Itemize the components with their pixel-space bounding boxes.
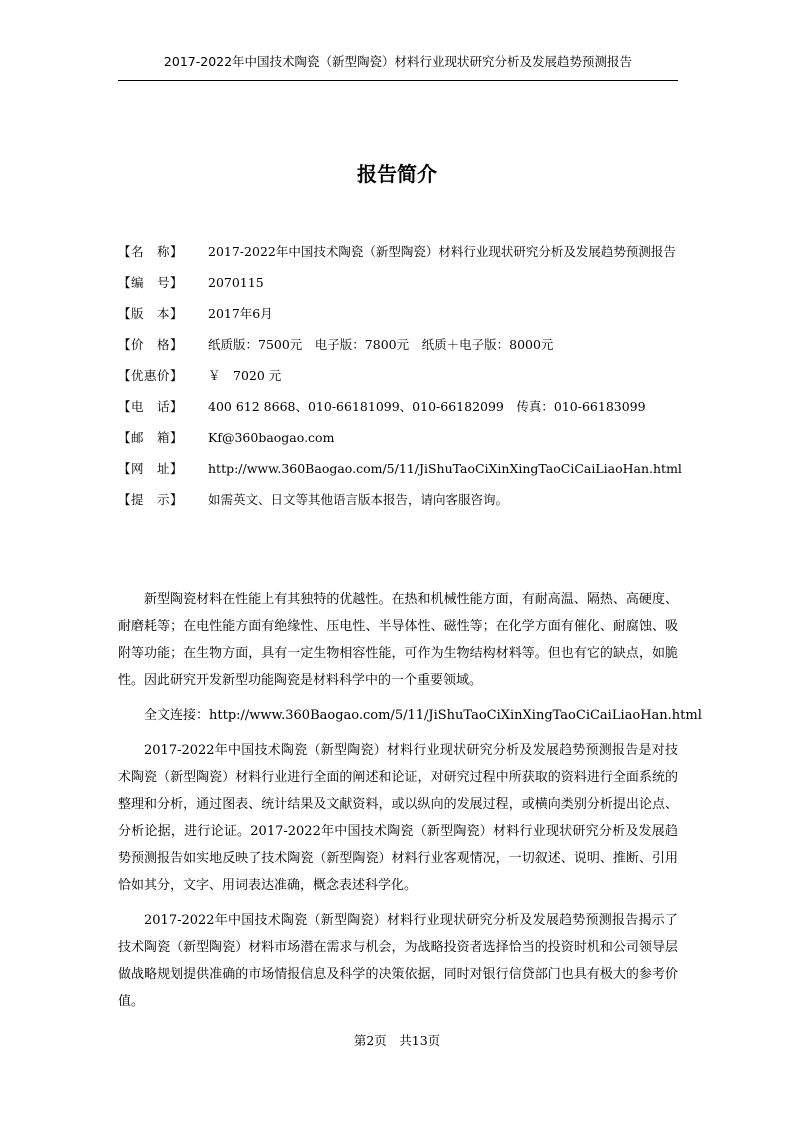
info-label: 【编 号】 xyxy=(118,275,184,290)
info-label: 【价 格】 xyxy=(118,337,184,352)
info-value: 2017-2022年中国技术陶瓷（新型陶瓷）材料行业现状研究分析及发展趋势预测报告 xyxy=(208,244,676,259)
page-title: 报告简介 xyxy=(357,162,437,186)
full-text-link[interactable]: 全文连接：http://www.360Baogao.com/5/11/JiShuTaoCiXinXingTaoCiCaiLiaoHan.html xyxy=(144,708,702,723)
info-row-number xyxy=(118,267,684,298)
info-row-name xyxy=(118,236,684,267)
header-divider xyxy=(118,80,678,81)
summary-paragraph: 新型陶瓷材料在性能上有其独特的优越性。在热和机械性能方面，有耐高温、隔热、高硬度、耐磨耗等；在电性能方面有绝缘性、压电性、半导体性、磁性等；在化学方面有催化、耐腐蚀、吸附等功能；在生物方面，具有一定生物相容性能，可作为生物结构材料等。但也有它的缺点，如脆性。因此研究开发新型功能陶瓷是材料科学中的一个重要领域。 xyxy=(118,592,678,688)
info-row-website xyxy=(118,453,684,484)
email-link[interactable]: Kf@360baogao.com xyxy=(208,430,335,445)
info-label: 【邮 箱】 xyxy=(118,430,184,445)
info-value: 2017年6月 xyxy=(208,306,273,321)
info-label: 【名 称】 xyxy=(118,244,184,259)
info-label: 【版 本】 xyxy=(118,306,184,321)
info-label: 【电 话】 xyxy=(118,399,184,414)
running-header: 2017-2022年中国技术陶瓷（新型陶瓷）材料行业现状研究分析及发展趋势预测报告 xyxy=(163,54,633,69)
info-label: 【优惠价】 xyxy=(118,368,184,383)
info-row-edition xyxy=(118,298,684,329)
info-value: 2070115 xyxy=(208,275,264,290)
page-number: 第2页 共13页 xyxy=(353,1033,441,1048)
summary-paragraph: 2017-2022年中国技术陶瓷（新型陶瓷）材料行业现状研究分析及发展趋势预测报告揭示了技术陶瓷（新型陶瓷）材料市场潜在需求与机会，为战略投资者选择恰当的投资时机和公司领导层做战略规划提供准确的市场情报信息及科学的决策依据，同时对银行信贷部门也具有极大的参考价值。 xyxy=(118,913,678,1009)
website-link[interactable]: http://www.360Baogao.com/5/11/JiShuTaoCiXinXingTaoCiCaiLiaoHan.html xyxy=(208,461,682,476)
info-value: 如需英文、日文等其他语言版本报告，请向客服咨询。 xyxy=(208,492,509,507)
summary-paragraph: 2017-2022年中国技术陶瓷（新型陶瓷）材料行业现状研究分析及发展趋势预测报告是对技术陶瓷（新型陶瓷）材料行业进行全面的阐述和论证，对研究过程中所获取的资料进行全面系统的整理和分析，通过图表、统计结果及文献资料，或以纵向的发展过程，或横向类别分析提出论点、分析论据，进行论证。2017-2022年中国技术陶瓷（新型陶瓷）材料行业现状研究分析及发展趋势预测报告如实地反映了技术陶瓷（新型陶瓷）材料行业客观情况，一切叙述、说明、推断、引用恰如其分，文字、用词表达准确，概念表述科学化。 xyxy=(118,743,678,893)
info-row-price xyxy=(118,329,684,360)
info-label: 【提 示】 xyxy=(118,492,184,507)
info-row-phone xyxy=(118,391,684,422)
info-value: 纸质版：7500元 电子版：7800元 纸质＋电子版：8000元 xyxy=(208,337,554,352)
info-row-discount-price xyxy=(118,360,684,391)
info-row-tip xyxy=(118,484,684,515)
info-row-email xyxy=(118,422,684,453)
info-label: 【网 址】 xyxy=(118,461,184,476)
report-info-list xyxy=(118,236,684,515)
info-value: ￥ 7020 元 xyxy=(208,368,282,383)
info-value: 400 612 8668、010-66181099、010-66182099 传真：010-66183099 xyxy=(208,399,646,414)
report-summary xyxy=(118,586,702,1023)
